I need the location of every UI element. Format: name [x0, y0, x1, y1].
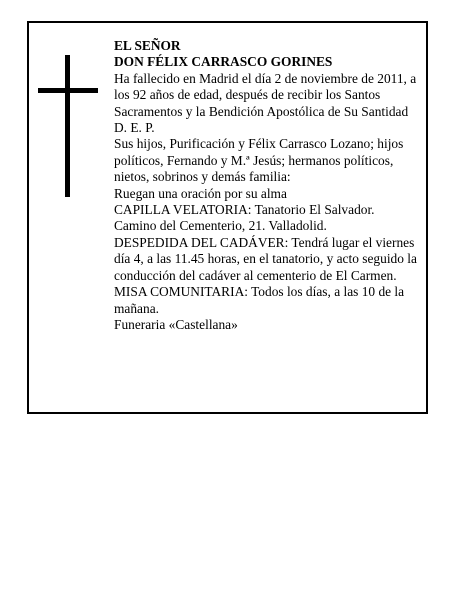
death-announcement: Ha fallecido en Madrid el día 2 de noviembre de 2011, a los 92 años de edad, después de recibir los Santos Sacramentos y la Bendición Apostólica de Su Santidad D. E. P. [114, 70, 417, 136]
chapel-info: CAPILLA VELATORIA: Tanatorio El Salvador. Camino del Cementerio, 21. Valladolid. [114, 202, 375, 234]
cross-horizontal-bar [38, 88, 98, 93]
funeral-home: Funeraria «Castellana» [114, 316, 238, 332]
latin-cross-icon [38, 55, 98, 197]
obituary-text [114, 38, 420, 333]
farewell-info: DESPEDIDA DEL CADÁVER: Tendrá lugar el viernes día 4, a las 11.45 horas, en el tanatorio, y acto seguido la conducción del cadáver al cementerio de El Carmen. [114, 234, 417, 283]
cross-vertical-bar [65, 55, 70, 197]
family-list: Sus hijos, Purificación y Félix Carrasco Lozano; hijos políticos, Fernando y M.ª Jesús; hermanos políticos, nietos, sobrinos y demás familia: [114, 136, 404, 185]
deceased-name: DON FÉLIX CARRASCO GORINES [114, 54, 333, 70]
prayer-request: Ruegan una oración por su alma [114, 185, 287, 201]
title-line-1: EL SEÑOR [114, 38, 181, 53]
mass-info: MISA COMUNITARIA: Todos los días, a las 10 de la mañana. [114, 284, 405, 316]
